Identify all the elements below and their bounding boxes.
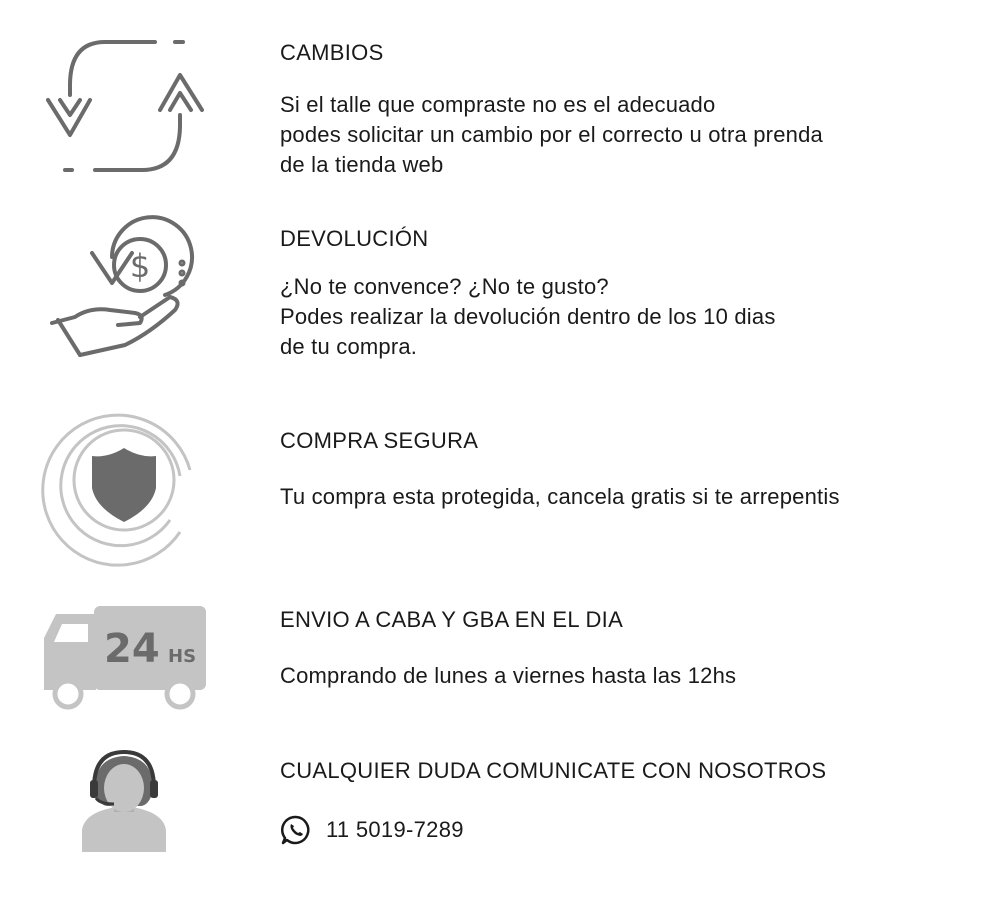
phone-number[interactable]: 11 5019-7289 bbox=[326, 817, 464, 842]
section-title: CAMBIOS bbox=[280, 40, 384, 65]
description-line: Si el talle que compraste no es el adecuado bbox=[280, 92, 716, 117]
whatsapp-icon[interactable] bbox=[280, 814, 312, 846]
contact-row[interactable] bbox=[280, 814, 980, 846]
section-description bbox=[280, 482, 980, 512]
truck-label-big: 24 bbox=[104, 626, 160, 672]
description-line: de tu compra. bbox=[280, 334, 418, 359]
description-line: Comprando de lunes a viernes hasta las 12hs bbox=[280, 663, 737, 688]
svg-text:$: $ bbox=[129, 247, 151, 285]
section-title: COMPRA SEGURA bbox=[280, 428, 479, 453]
shield-icon bbox=[30, 400, 220, 570]
section-description bbox=[280, 90, 980, 180]
section-title: ENVIO A CABA Y GBA EN EL DIA bbox=[280, 607, 624, 632]
section-description bbox=[280, 661, 980, 691]
description-line: ¿No te convence? ¿No te gusto? bbox=[280, 274, 609, 299]
section-title: CUALQUIER DUDA COMUNICATE CON NOSOTROS bbox=[280, 758, 827, 783]
description-line: Tu compra esta protegida, cancela gratis si te arrepentis bbox=[280, 484, 840, 509]
description-line: Podes realizar la devolución dentro de los 10 dias bbox=[280, 304, 776, 329]
exchange-arrows-icon bbox=[30, 30, 220, 180]
truck-label-small: HS bbox=[168, 646, 197, 667]
money-refund-hand-icon bbox=[30, 215, 220, 365]
description-line: podes solicitar un cambio por el correcto u otra prenda bbox=[280, 122, 823, 147]
section-title: DEVOLUCIÓN bbox=[280, 226, 429, 251]
description-line: de la tienda web bbox=[280, 152, 444, 177]
section-description bbox=[280, 272, 980, 362]
delivery-truck-icon bbox=[30, 598, 220, 713]
customer-support-icon bbox=[30, 750, 220, 855]
